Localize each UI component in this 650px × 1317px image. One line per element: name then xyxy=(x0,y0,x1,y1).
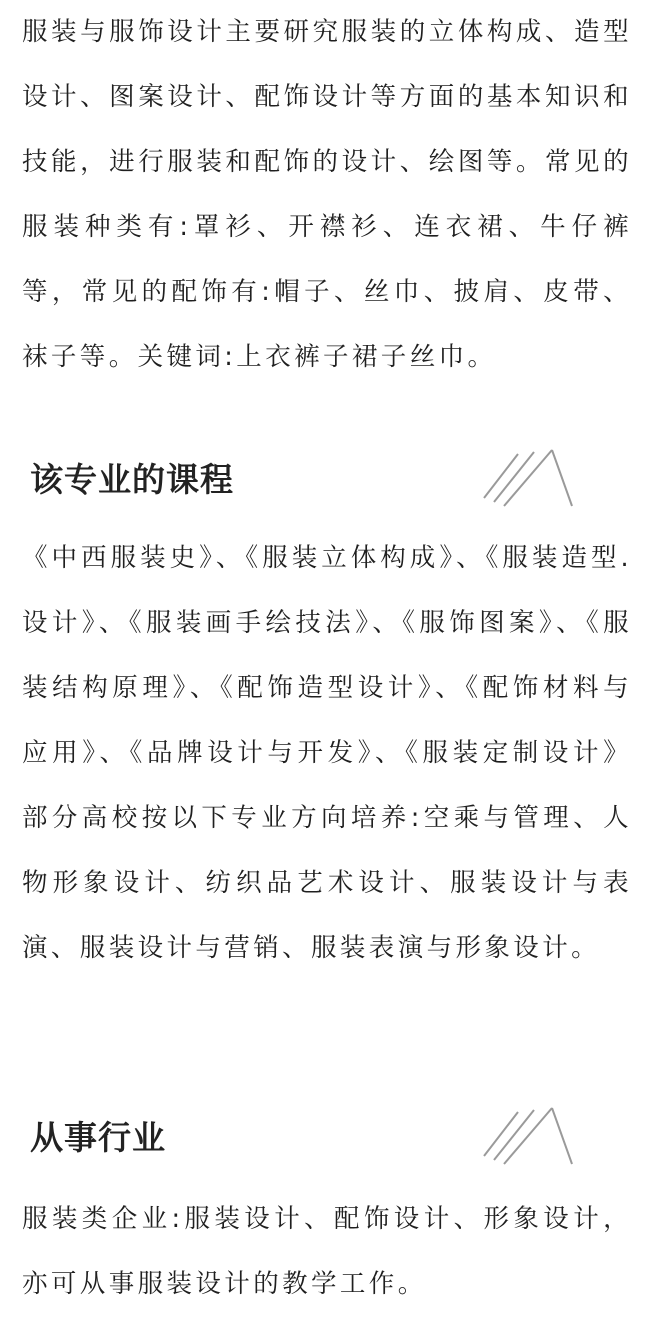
diagonal-lines-icon xyxy=(482,448,582,508)
section-title-industry: 从事行业 xyxy=(30,1118,166,1157)
industry-paragraph: 服装类企业:服装设计、配饰设计、形象设计，亦可从事服装设计的教学工作。 xyxy=(22,1204,632,1299)
intro-paragraph: 服装与服饰设计主要研究服装的立体构成、造型设计、图案设计、配饰设计等方面的基本知识和技能，进行服装和配饰的设计、绘图等。常见的服装种类有:罩衫、开襟衫、连衣裙、牛仔裤等，常见的配饰有:帽子、丝巾、披肩、皮带、袜子等。关键词:上衣裤子裙子丝巾。 xyxy=(22,17,632,372)
section-title-courses: 该专业的课程 xyxy=(30,460,234,499)
diagonal-lines-icon xyxy=(482,1106,582,1166)
courses-paragraph: 《中西服装史》、《服装立体构成》、《服装造型.设计》、《服装画手绘技法》、《服饰图案》、《服装结构原理》、《配饰造型设计》、《配饰材料与应用》、《品牌设计与开发》、《服装定制设计》 部分高校按以下专业方向培养:空乘与管理、人物形象设计、纺织品艺术设计、服装设计与表演、服装设计与营销、服装表演与形象设计。 xyxy=(22,543,632,963)
